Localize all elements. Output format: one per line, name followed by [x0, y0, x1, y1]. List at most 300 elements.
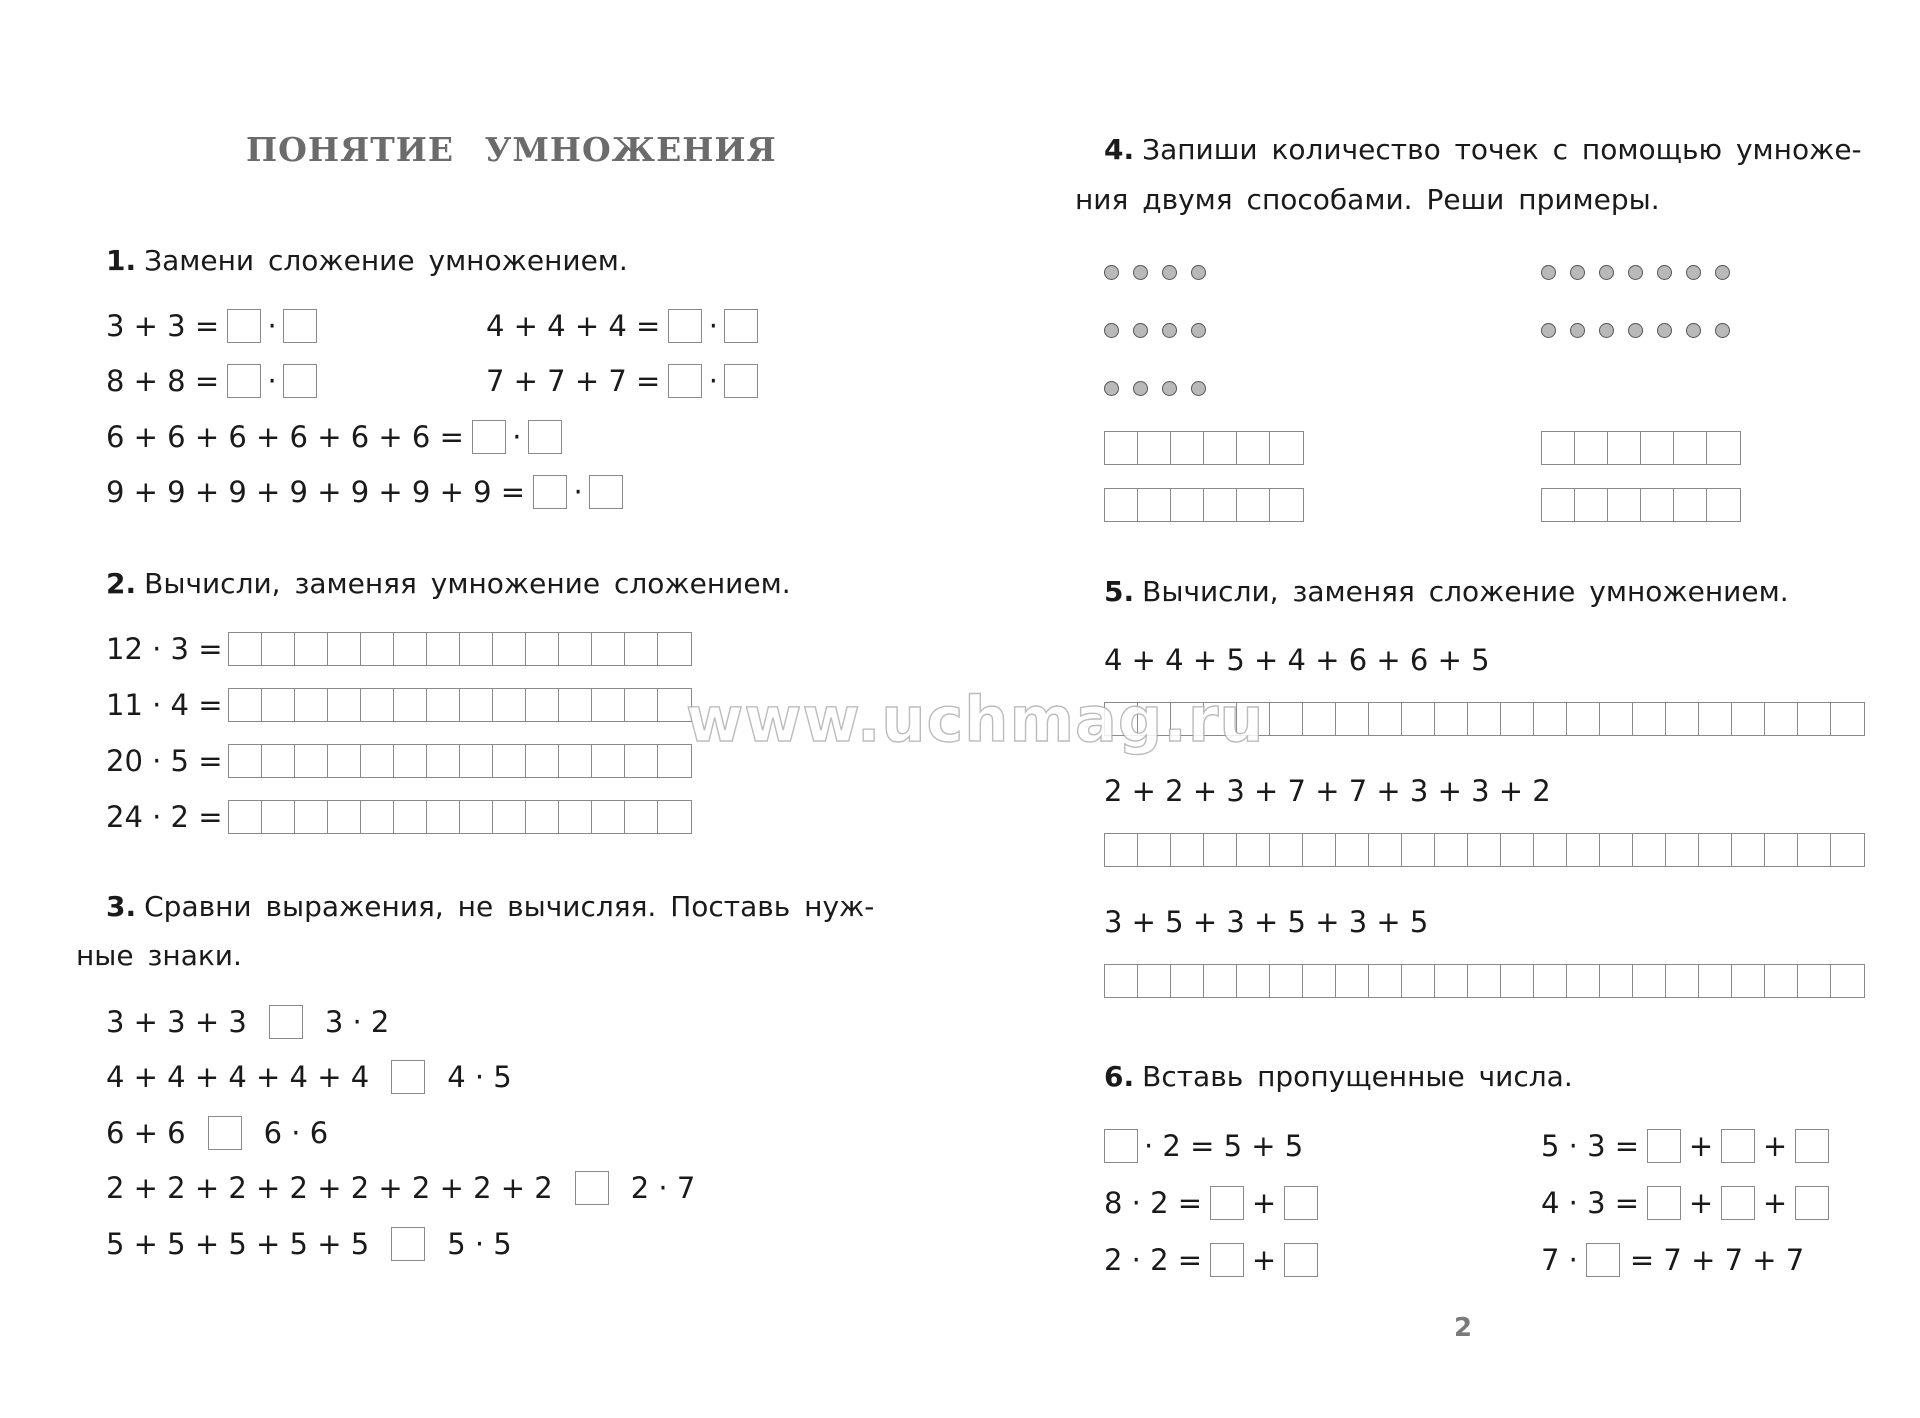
grid-cell[interactable]	[1574, 431, 1609, 465]
grid-cell[interactable]	[1203, 964, 1238, 998]
grid-cell[interactable]	[624, 800, 659, 834]
expression: 4 · 3 =	[1541, 1186, 1640, 1220]
grid-cell[interactable]	[228, 800, 263, 834]
grid-cell[interactable]	[1698, 702, 1733, 736]
expression: 12 · 3 =	[106, 632, 223, 666]
answer-box[interactable]	[528, 420, 562, 454]
task-text: Замени сложение умножением.	[144, 244, 628, 277]
grid-cell[interactable]	[1467, 964, 1502, 998]
task-3-heading-cont: ные знаки.	[76, 939, 242, 972]
grid-cell[interactable]	[1335, 964, 1370, 998]
grid-cell[interactable]	[1401, 702, 1436, 736]
grid-cell[interactable]	[1137, 964, 1172, 998]
grid-cell[interactable]	[1500, 702, 1535, 736]
answer-box[interactable]	[1721, 1129, 1755, 1163]
expression: 8 · 2 =	[1104, 1186, 1203, 1220]
compare-box[interactable]	[208, 1116, 242, 1150]
grid-cell[interactable]	[1137, 488, 1172, 522]
dot-icon	[1686, 323, 1701, 338]
task-4-heading	[1104, 133, 1862, 166]
task-6-row-b1	[1541, 1129, 1829, 1163]
expression: 2 · 2 =	[1104, 1243, 1203, 1277]
answer-box[interactable]	[227, 364, 261, 398]
grid-cell[interactable]	[1665, 964, 1700, 998]
answer-grid[interactable]	[1104, 488, 1304, 522]
grid-cell[interactable]	[657, 632, 692, 666]
grid-cell[interactable]	[1203, 833, 1238, 867]
dot-icon	[1191, 381, 1206, 396]
task-number: 2.	[106, 567, 137, 600]
task-text: Вычисли, заменяя сложение умножением.	[1142, 575, 1789, 608]
grid-cell[interactable]	[1335, 833, 1370, 867]
dot-icon	[1657, 265, 1672, 280]
dot-icon	[1191, 265, 1206, 280]
dot-icon	[1104, 381, 1119, 396]
task-2-row-1	[106, 632, 692, 666]
grid-cell[interactable]	[1137, 431, 1172, 465]
grid-cell[interactable]	[1541, 488, 1576, 522]
task-3-heading	[106, 890, 874, 923]
grid-cell[interactable]	[1764, 702, 1799, 736]
multiply-sign: ·	[267, 309, 277, 343]
grid-cell[interactable]	[1566, 833, 1601, 867]
task-text: Вставь пропущенные числа.	[1142, 1060, 1573, 1093]
grid-cell[interactable]	[1401, 833, 1436, 867]
grid-cell[interactable]	[1673, 431, 1708, 465]
expression-left: 5 + 5 + 5 + 5 + 5	[106, 1227, 370, 1261]
grid-cell[interactable]	[1236, 431, 1271, 465]
dot-icon	[1628, 323, 1643, 338]
grid-cell[interactable]	[657, 800, 692, 834]
grid-cell[interactable]	[1640, 431, 1675, 465]
task-6-row-b2	[1541, 1186, 1829, 1220]
grid-cell[interactable]	[1302, 833, 1337, 867]
answer-grid[interactable]	[1104, 431, 1304, 465]
grid-cell[interactable]	[1170, 488, 1205, 522]
grid-cell[interactable]	[1640, 488, 1675, 522]
answer-box[interactable]	[533, 475, 567, 509]
answer-box[interactable]	[227, 309, 261, 343]
dot-icon	[1162, 381, 1177, 396]
grid-cell[interactable]	[1632, 833, 1667, 867]
dot-icon	[1162, 265, 1177, 280]
task-6-row-a2	[1104, 1186, 1318, 1220]
task-1-heading	[106, 244, 628, 277]
multiply-sign: ·	[708, 309, 718, 343]
grid-cell[interactable]	[1830, 964, 1865, 998]
grid-cell[interactable]	[1797, 833, 1832, 867]
expression: 4 + 4 + 4 =	[486, 309, 661, 343]
grid-cell[interactable]	[1104, 431, 1139, 465]
expression: 3 + 3 =	[106, 309, 220, 343]
dot-icon	[1541, 323, 1556, 338]
dot-row	[1541, 323, 1730, 338]
watermark: www.uchmag.ru	[686, 683, 1265, 756]
plus-sign: +	[1251, 1186, 1277, 1220]
grid-cell[interactable]	[1632, 702, 1667, 736]
expression-right: 2 · 7	[630, 1171, 696, 1205]
multiply-sign: ·	[267, 364, 277, 398]
task-1-row-3	[106, 420, 562, 454]
answer-box[interactable]	[1647, 1186, 1681, 1220]
grid-cell[interactable]	[459, 744, 494, 778]
answer-box[interactable]	[1647, 1129, 1681, 1163]
grid-cell[interactable]	[294, 632, 329, 666]
grid-cell[interactable]	[393, 632, 428, 666]
task-1-row-2	[106, 364, 317, 398]
grid-cell[interactable]	[525, 688, 560, 722]
grid-cell[interactable]	[624, 688, 659, 722]
grid-cell[interactable]	[459, 632, 494, 666]
answer-box[interactable]	[668, 364, 702, 398]
grid-cell[interactable]	[1236, 833, 1271, 867]
expression: · 2 = 5 + 5	[1144, 1129, 1304, 1163]
grid-cell[interactable]	[1698, 964, 1733, 998]
grid-cell[interactable]	[327, 688, 362, 722]
answer-grid[interactable]	[1104, 833, 1865, 867]
task-2-row-2	[106, 688, 692, 722]
page-number: 2	[1454, 1313, 1473, 1343]
grid-cell[interactable]	[558, 632, 593, 666]
grid-cell[interactable]	[1607, 431, 1642, 465]
plus-sign: +	[1688, 1129, 1714, 1163]
task-number: 3.	[106, 890, 137, 923]
task-number: 5.	[1104, 575, 1135, 608]
task-1-row-1	[106, 309, 317, 343]
task-3-row-2	[106, 1060, 512, 1094]
grid-cell[interactable]	[1170, 964, 1205, 998]
expression: 24 · 2 =	[106, 800, 223, 834]
answer-box[interactable]	[1721, 1186, 1755, 1220]
dot-group-right	[1541, 265, 1730, 338]
answer-box[interactable]	[1795, 1129, 1829, 1163]
answer-box[interactable]	[1210, 1243, 1244, 1277]
grid-cell[interactable]	[1104, 488, 1139, 522]
dot-icon	[1599, 265, 1614, 280]
answer-box[interactable]	[589, 475, 623, 509]
task-number: 1.	[106, 244, 137, 277]
grid-cell[interactable]	[1104, 964, 1139, 998]
grid-cell[interactable]	[327, 800, 362, 834]
grid-cell[interactable]	[1500, 833, 1535, 867]
dot-icon	[1104, 265, 1119, 280]
task-6-row-a1	[1104, 1129, 1303, 1163]
grid-cell[interactable]	[1632, 964, 1667, 998]
task-3-row-4	[106, 1171, 695, 1205]
dot-icon	[1104, 323, 1119, 338]
dot-icon	[1541, 265, 1556, 280]
expression: 9 + 9 + 9 + 9 + 9 + 9 + 9 =	[106, 475, 526, 509]
grid-cell[interactable]	[228, 744, 263, 778]
grid-cell[interactable]	[1830, 833, 1865, 867]
dot-icon	[1133, 265, 1148, 280]
grid-cell[interactable]	[1706, 431, 1741, 465]
grid-cell[interactable]	[360, 632, 395, 666]
grid-cell[interactable]	[360, 800, 395, 834]
answer-grid[interactable]	[228, 688, 692, 722]
multiply-sign: ·	[708, 364, 718, 398]
multiply-sign: ·	[512, 420, 522, 454]
answer-box[interactable]	[283, 309, 317, 343]
grid-cell[interactable]	[1236, 964, 1271, 998]
grid-cell[interactable]	[558, 744, 593, 778]
grid-cell[interactable]	[1104, 833, 1139, 867]
expression-right: 5 · 5	[447, 1227, 512, 1261]
grid-cell[interactable]	[261, 800, 296, 834]
page-title: ПОНЯТИЕ УМНОЖЕНИЯ	[246, 130, 777, 169]
grid-cell[interactable]	[1368, 964, 1403, 998]
grid-cell[interactable]	[459, 800, 494, 834]
dot-icon	[1191, 323, 1206, 338]
grid-cell[interactable]	[1467, 833, 1502, 867]
grid-cell[interactable]	[327, 744, 362, 778]
grid-cell[interactable]	[294, 800, 329, 834]
grid-cell[interactable]	[228, 688, 263, 722]
task-1-row-4	[106, 475, 623, 509]
grid-cell[interactable]	[1269, 702, 1304, 736]
grid-cell[interactable]	[1764, 964, 1799, 998]
grid-cell[interactable]	[1170, 833, 1205, 867]
grid-cell[interactable]	[1335, 702, 1370, 736]
expression: 20 · 5 =	[106, 744, 223, 778]
grid-cell[interactable]	[1137, 833, 1172, 867]
plus-sign: +	[1762, 1186, 1788, 1220]
task-text: Сравни выражения, не вычисляя. Поставь нуж-	[144, 890, 875, 923]
grid-cell[interactable]	[1401, 964, 1436, 998]
grid-cell[interactable]	[1673, 488, 1708, 522]
answer-grid[interactable]	[228, 800, 692, 834]
grid-cell[interactable]	[426, 688, 461, 722]
task-4-heading-cont: ния двумя способами. Реши примеры.	[1075, 183, 1660, 216]
grid-cell[interactable]	[558, 688, 593, 722]
grid-cell[interactable]	[1269, 833, 1304, 867]
expression-right: 3 · 2	[324, 1005, 390, 1039]
grid-cell[interactable]	[261, 744, 296, 778]
grid-cell[interactable]	[294, 688, 329, 722]
grid-cell[interactable]	[1599, 964, 1634, 998]
compare-box[interactable]	[391, 1227, 425, 1261]
answer-grid[interactable]	[1104, 964, 1865, 998]
grid-cell[interactable]	[1434, 702, 1469, 736]
grid-cell[interactable]	[1500, 964, 1535, 998]
grid-cell[interactable]	[228, 632, 263, 666]
grid-cell[interactable]	[1533, 964, 1568, 998]
grid-cell[interactable]	[1698, 833, 1733, 867]
answer-box[interactable]	[1284, 1243, 1318, 1277]
grid-cell[interactable]	[492, 800, 527, 834]
grid-cell[interactable]	[294, 744, 329, 778]
grid-cell[interactable]	[393, 688, 428, 722]
grid-cell[interactable]	[1368, 833, 1403, 867]
grid-cell[interactable]	[591, 800, 626, 834]
grid-cell[interactable]	[1533, 833, 1568, 867]
dot-icon	[1570, 265, 1585, 280]
task-5-expression-2	[1104, 774, 1551, 808]
grid-cell[interactable]	[1236, 488, 1271, 522]
grid-cell[interactable]	[492, 632, 527, 666]
task-2-row-3	[106, 744, 692, 778]
expression: = 7 + 7 + 7	[1629, 1243, 1805, 1277]
multiply-sign: ·	[573, 475, 583, 509]
task-text: Запиши количество точек с помощью умноже-	[1142, 133, 1862, 166]
answer-box[interactable]	[472, 420, 506, 454]
expression: 6 + 6 + 6 + 6 + 6 + 6 =	[106, 420, 464, 454]
grid-cell[interactable]	[1302, 702, 1337, 736]
grid-cell[interactable]	[1574, 488, 1609, 522]
expression: 7 + 7 + 7 =	[486, 364, 661, 398]
task-5-expression-1	[1104, 643, 1490, 677]
dot-icon	[1657, 323, 1672, 338]
grid-cell[interactable]	[591, 744, 626, 778]
answer-box[interactable]	[1284, 1186, 1318, 1220]
grid-cell[interactable]	[591, 688, 626, 722]
grid-cell[interactable]	[426, 632, 461, 666]
grid-cell[interactable]	[525, 744, 560, 778]
expression: 3 + 5 + 3 + 5 + 3 + 5	[1104, 905, 1429, 939]
task-5-heading	[1104, 575, 1789, 608]
grid-cell[interactable]	[1269, 488, 1304, 522]
task-6-heading	[1104, 1060, 1573, 1093]
grid-cell[interactable]	[426, 800, 461, 834]
dot-row	[1541, 265, 1730, 280]
task-text: Вычисли, заменяя умножение сложением.	[144, 567, 791, 600]
dot-icon	[1570, 323, 1585, 338]
grid-cell[interactable]	[426, 744, 461, 778]
grid-cell[interactable]	[1541, 431, 1576, 465]
grid-cell[interactable]	[1607, 488, 1642, 522]
grid-cell[interactable]	[1434, 964, 1469, 998]
grid-cell[interactable]	[261, 688, 296, 722]
grid-cell[interactable]	[261, 632, 296, 666]
expression: 7 ·	[1541, 1243, 1578, 1277]
dot-icon	[1599, 323, 1614, 338]
answer-box[interactable]	[283, 364, 317, 398]
plus-sign: +	[1762, 1129, 1788, 1163]
grid-cell[interactable]	[1599, 702, 1634, 736]
expression-right: 4 · 5	[447, 1060, 512, 1094]
answer-grid[interactable]	[1541, 431, 1741, 465]
compare-box[interactable]	[269, 1005, 303, 1039]
answer-box[interactable]	[724, 309, 758, 343]
expression: 5 · 3 =	[1541, 1129, 1640, 1163]
grid-cell[interactable]	[1706, 488, 1741, 522]
grid-cell[interactable]	[1467, 702, 1502, 736]
task-number: 4.	[1104, 133, 1135, 166]
task-6-row-a3	[1104, 1243, 1318, 1277]
grid-cell[interactable]	[1434, 833, 1469, 867]
grid-cell[interactable]	[591, 632, 626, 666]
grid-cell[interactable]	[1566, 702, 1601, 736]
grid-cell[interactable]	[1731, 964, 1766, 998]
grid-cell[interactable]	[393, 800, 428, 834]
answer-box[interactable]	[1795, 1186, 1829, 1220]
grid-cell[interactable]	[624, 744, 659, 778]
dot-icon	[1686, 265, 1701, 280]
grid-cell[interactable]	[1269, 431, 1304, 465]
grid-cell[interactable]	[1731, 702, 1766, 736]
grid-cell[interactable]	[360, 688, 395, 722]
task-3-row-5	[106, 1227, 512, 1261]
answer-grid[interactable]	[228, 744, 692, 778]
compare-box[interactable]	[575, 1171, 609, 1205]
grid-cell[interactable]	[492, 744, 527, 778]
answer-box[interactable]	[1210, 1186, 1244, 1220]
grid-cell[interactable]	[1533, 702, 1568, 736]
task-6-row-b3	[1541, 1243, 1804, 1277]
grid-cell[interactable]	[1203, 431, 1238, 465]
expression-right: 6 · 6	[263, 1116, 329, 1150]
task-number: 6.	[1104, 1060, 1135, 1093]
compare-box[interactable]	[391, 1060, 425, 1094]
grid-cell[interactable]	[492, 688, 527, 722]
grid-cell[interactable]	[1731, 833, 1766, 867]
dot-icon	[1162, 323, 1177, 338]
grid-cell[interactable]	[1797, 964, 1832, 998]
answer-box[interactable]	[1586, 1243, 1620, 1277]
answer-box[interactable]	[1104, 1129, 1138, 1163]
expression: 2 + 2 + 3 + 7 + 7 + 3 + 3 + 2	[1104, 774, 1551, 808]
expression-left: 4 + 4 + 4 + 4 + 4	[106, 1060, 370, 1094]
grid-cell[interactable]	[1302, 964, 1337, 998]
grid-cell[interactable]	[327, 632, 362, 666]
grid-cell[interactable]	[1665, 702, 1700, 736]
task-1-row-5	[486, 309, 758, 343]
task-1-row-6	[486, 364, 758, 398]
answer-grid[interactable]	[1541, 488, 1741, 522]
grid-cell[interactable]	[624, 632, 659, 666]
dot-row	[1104, 323, 1206, 338]
answer-box[interactable]	[724, 364, 758, 398]
dot-row	[1104, 381, 1206, 396]
grid-cell[interactable]	[1599, 833, 1634, 867]
grid-cell[interactable]	[459, 688, 494, 722]
expression-left: 2 + 2 + 2 + 2 + 2 + 2 + 2 + 2	[106, 1171, 553, 1205]
dot-icon	[1133, 381, 1148, 396]
dot-group-left	[1104, 265, 1206, 396]
grid-cell[interactable]	[1764, 833, 1799, 867]
grid-cell[interactable]	[1665, 833, 1700, 867]
grid-cell[interactable]	[393, 744, 428, 778]
task-2-heading	[106, 567, 791, 600]
expression: 11 · 4 =	[106, 688, 223, 722]
answer-box[interactable]	[668, 309, 702, 343]
plus-sign: +	[1251, 1243, 1277, 1277]
expression: 8 + 8 =	[106, 364, 220, 398]
task-3-row-3	[106, 1116, 328, 1150]
grid-cell[interactable]	[1797, 702, 1832, 736]
grid-cell[interactable]	[1269, 964, 1304, 998]
grid-cell[interactable]	[558, 800, 593, 834]
expression-left: 6 + 6	[106, 1116, 186, 1150]
dot-icon	[1715, 323, 1730, 338]
grid-cell[interactable]	[1566, 964, 1601, 998]
dot-icon	[1715, 265, 1730, 280]
answer-grid[interactable]	[228, 632, 692, 666]
expression-left: 3 + 3 + 3	[106, 1005, 247, 1039]
grid-cell[interactable]	[1368, 702, 1403, 736]
dot-icon	[1133, 323, 1148, 338]
task-5-expression-3	[1104, 905, 1428, 939]
task-2-row-4	[106, 800, 692, 834]
dot-icon	[1628, 265, 1643, 280]
grid-cell[interactable]	[1830, 702, 1865, 736]
grid-cell[interactable]	[525, 800, 560, 834]
dot-row	[1104, 265, 1206, 280]
grid-cell[interactable]	[360, 744, 395, 778]
grid-cell[interactable]	[525, 632, 560, 666]
grid-cell[interactable]	[1203, 488, 1238, 522]
grid-cell[interactable]	[1170, 431, 1205, 465]
